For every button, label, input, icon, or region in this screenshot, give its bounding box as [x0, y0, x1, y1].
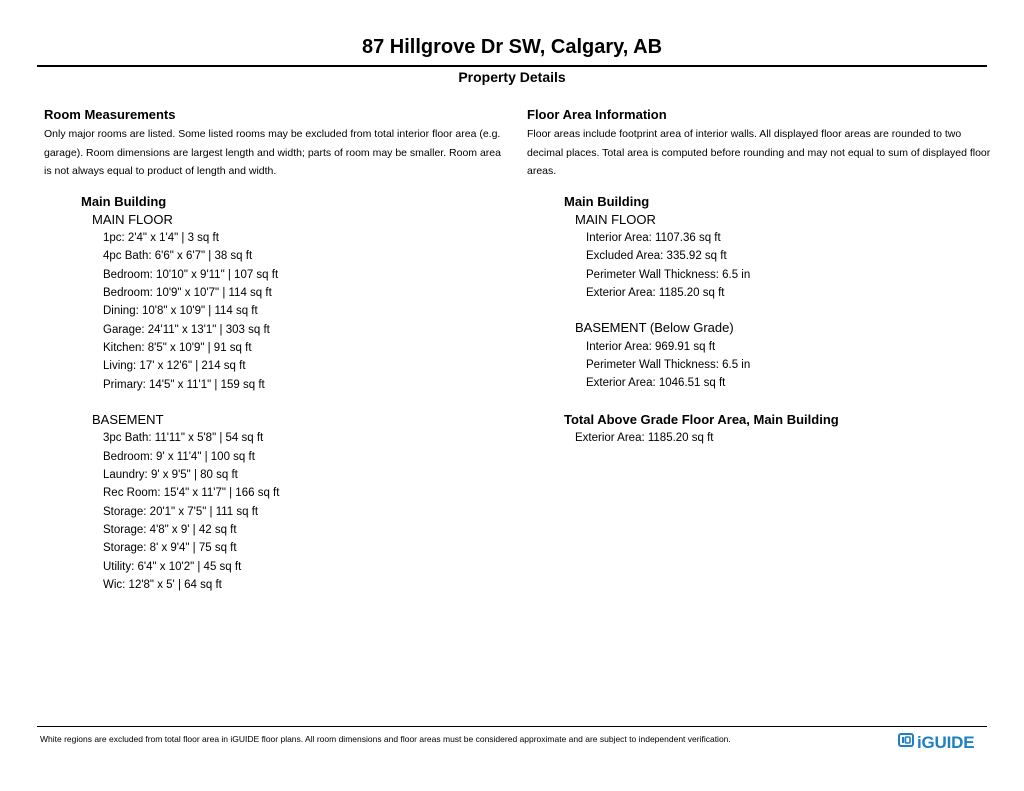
- area-list: [575, 429, 992, 447]
- area-item: Exterior Area: 1185.20 sq ft: [586, 286, 725, 299]
- room-item: Wic: 12'8" x 5' | 64 sq ft: [103, 579, 222, 592]
- floor-area-section: [527, 106, 992, 447]
- total-above-grade-heading: Total Above Grade Floor Area, Main Building: [564, 411, 839, 427]
- room-item: Storage: 4'8" x 9' | 42 sq ft: [103, 524, 237, 537]
- room-floor-basement: [92, 411, 504, 595]
- area-list: [575, 229, 992, 302]
- header-divider: [37, 65, 987, 67]
- room-item: Utility: 6'4" x 10'2" | 45 sq ft: [103, 560, 242, 573]
- room-item: 3pc Bath: 11'11" x 5'8" | 54 sq ft: [103, 432, 264, 445]
- area-item: Exterior Area: 1046.51 sq ft: [586, 377, 726, 390]
- room-item: 4pc Bath: 6'6" x 6'7" | 38 sq ft: [103, 250, 253, 263]
- floor-name: MAIN FLOOR: [92, 211, 173, 227]
- room-item: Garage: 24'11" x 13'1" | 303 sq ft: [103, 323, 270, 336]
- room-item: Bedroom: 10'10" x 9'11" | 107 sq ft: [103, 268, 279, 281]
- room-floor-main: [92, 211, 504, 395]
- room-measurements-note: Only major rooms are listed. Some listed rooms may be excluded from total interior floor area (e.g. garage). Room dimensions are largest length and width; parts of room may be smaller. Room area is not always equal to product of length and width.: [44, 128, 501, 177]
- floor-area-heading: Floor Area Information: [527, 107, 667, 122]
- area-item: Excluded Area: 335.92 sq ft: [586, 250, 727, 263]
- room-item: Laundry: 9' x 9'5" | 80 sq ft: [103, 469, 238, 482]
- area-item: Perimeter Wall Thickness: 6.5 in: [586, 359, 751, 372]
- room-building-name: Main Building: [81, 193, 167, 209]
- area-floor-basement: [575, 319, 992, 392]
- floor-name: BASEMENT (Below Grade): [575, 320, 734, 336]
- room-list: [92, 429, 504, 594]
- room-item: Bedroom: 10'9" x 10'7" | 114 sq ft: [103, 286, 272, 299]
- room-item: Dining: 10'8" x 10'9" | 114 sq ft: [103, 305, 258, 318]
- area-building-name: Main Building: [564, 193, 650, 209]
- area-floor-main: [575, 211, 992, 303]
- area-item: Perimeter Wall Thickness: 6.5 in: [586, 268, 751, 281]
- room-measurements-section: [44, 106, 504, 595]
- page-subtitle: Property Details: [458, 69, 566, 85]
- room-list: [92, 229, 504, 394]
- room-item: Bedroom: 9' x 11'4" | 100 sq ft: [103, 450, 255, 463]
- room-item: Primary: 14'5" x 11'1" | 159 sq ft: [103, 378, 265, 391]
- area-item: Interior Area: 1107.36 sq ft: [586, 231, 721, 244]
- room-item: Storage: 8' x 9'4" | 75 sq ft: [103, 542, 237, 555]
- iguide-logo-text: iGUIDE: [917, 732, 975, 752]
- total-above-grade: [575, 429, 992, 447]
- footer-divider: [37, 726, 987, 727]
- room-item: 1pc: 2'4" x 1'4" | 3 sq ft: [103, 231, 219, 244]
- area-list: [575, 338, 992, 393]
- area-item: Exterior Area: 1185.20 sq ft: [575, 431, 714, 444]
- floor-name: MAIN FLOOR: [575, 211, 656, 227]
- area-item: Interior Area: 969.91 sq ft: [586, 340, 716, 353]
- room-item: Living: 17' x 12'6" | 214 sq ft: [103, 360, 246, 373]
- page-title: 87 Hillgrove Dr SW, Calgary, AB: [361, 36, 663, 58]
- room-item: Rec Room: 15'4" x 11'7" | 166 sq ft: [103, 487, 280, 500]
- floor-name: BASEMENT: [92, 412, 164, 427]
- room-item: Storage: 20'1" x 7'5" | 111 sq ft: [103, 505, 259, 518]
- floor-area-note: Floor areas include footprint area of interior walls. All displayed floor areas are rounded to two decimal places. Total area is computed before rounding and may not equal to sum of displayed floor areas.: [527, 128, 991, 177]
- iguide-logo: [898, 732, 974, 753]
- room-item: Kitchen: 8'5" x 10'9" | 91 sq ft: [103, 341, 252, 354]
- iguide-logo-icon: [898, 732, 917, 753]
- room-measurements-heading: Room Measurements: [44, 107, 176, 122]
- footer-disclaimer: White regions are excluded from total floor area in iGUIDE floor plans. All room dimensions and floor areas must be considered approximate and are subject to independent verification.: [40, 734, 731, 744]
